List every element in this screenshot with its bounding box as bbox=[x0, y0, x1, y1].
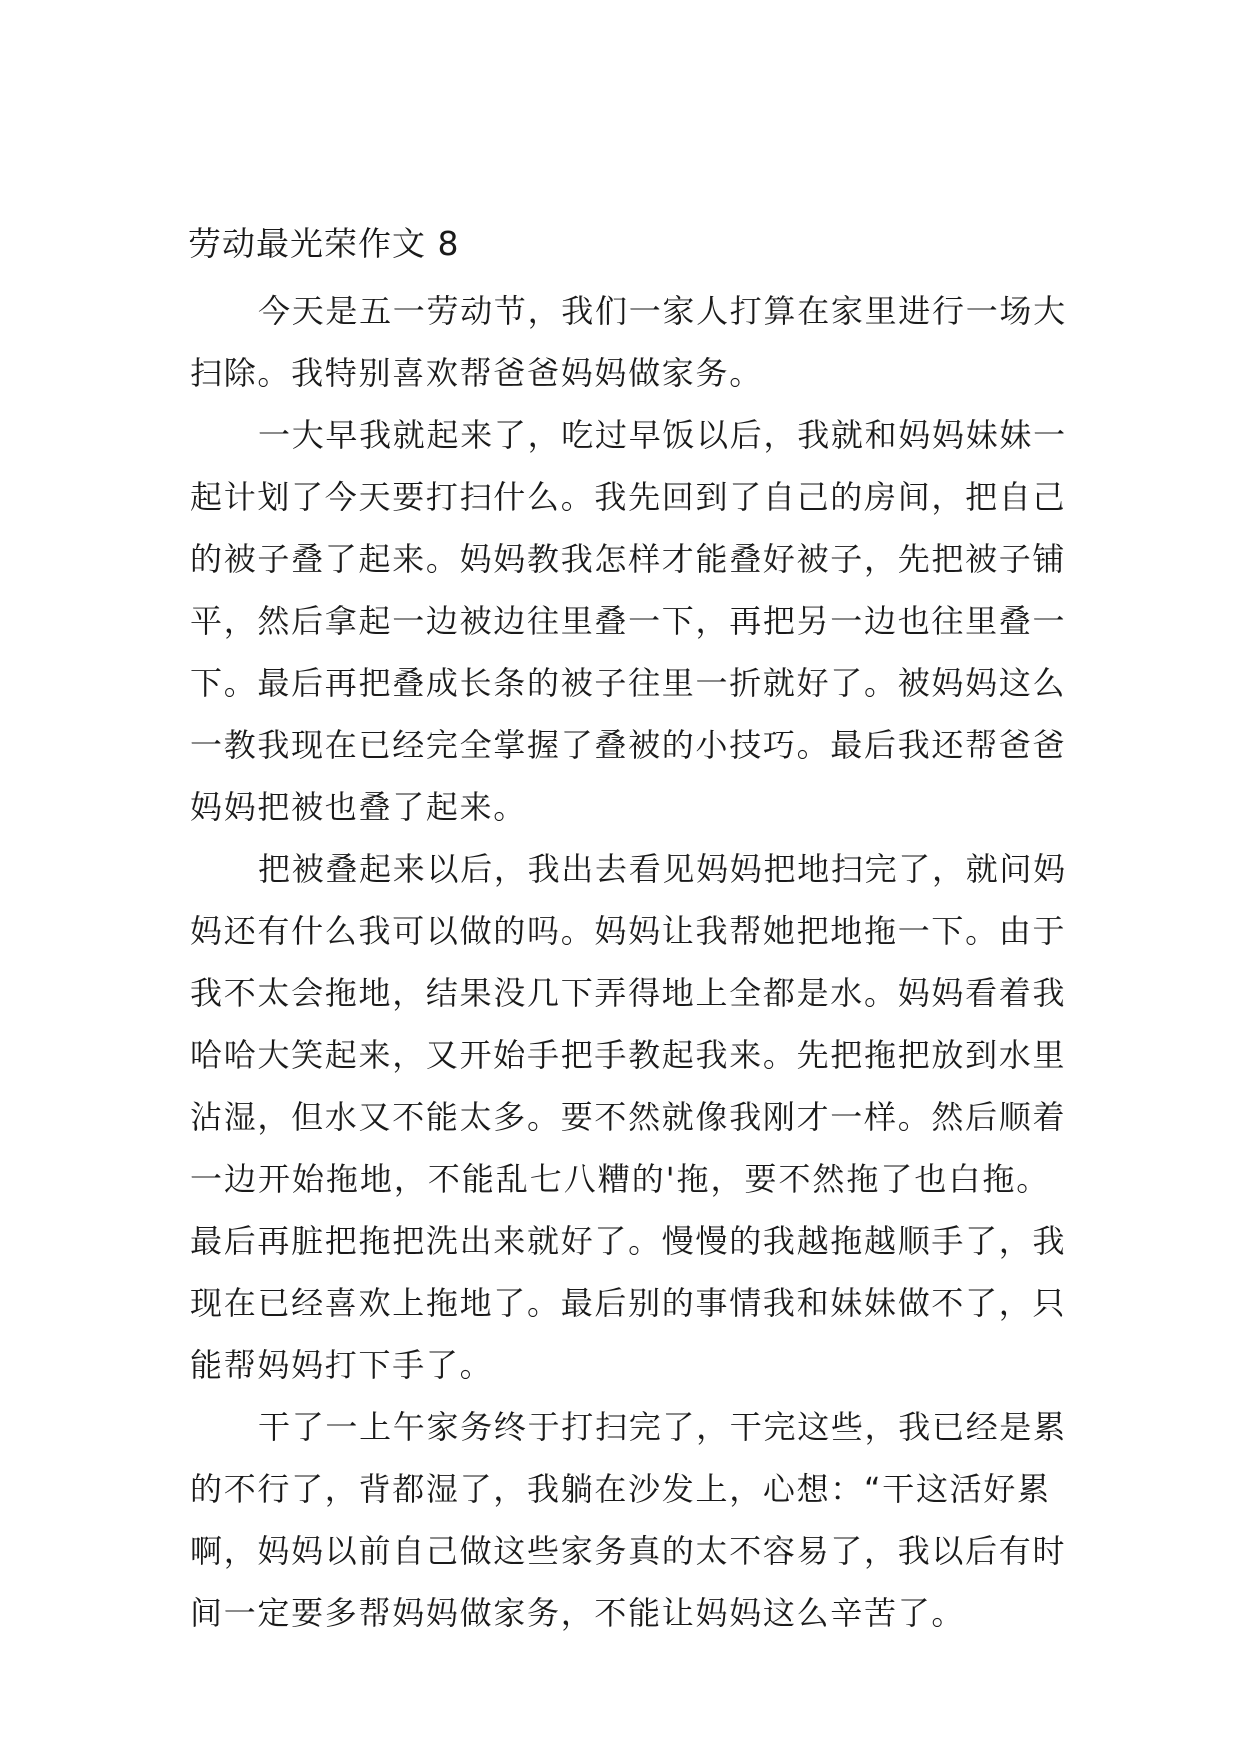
paragraph-line: 妈妈把被也叠了起来。 bbox=[190, 788, 528, 826]
paragraph-line: 今天是五一劳动节，我们一家人打算在家里进行一场大 bbox=[258, 292, 1067, 330]
paragraph-line: 下。最后再把叠成长条的被子往里一折就好了。被妈妈这么 bbox=[190, 664, 1067, 702]
paragraph-line: 一大早我就起来了，吃过早饭以后，我就和妈妈妹妹一 bbox=[258, 416, 1067, 454]
paragraph-line: 的不行了，背都湿了，我躺在沙发上，心想：“干这活好累 bbox=[190, 1470, 1051, 1508]
paragraph-line: 一教我现在已经完全掌握了叠被的小技巧。最后我还帮爸爸 bbox=[190, 726, 1067, 764]
paragraph-line: 起计划了今天要打扫什么。我先回到了自己的房间，把自己 bbox=[190, 478, 1067, 516]
paragraph-line: 哈哈大笑起来，又开始手把手教起我来。先把拖把放到水里 bbox=[190, 1036, 1067, 1074]
paragraph-line: 能帮妈妈打下手了。 bbox=[190, 1346, 494, 1384]
paragraph-line: 沾湿，但水又不能太多。要不然就像我刚才一样。然后顺着 bbox=[190, 1098, 1067, 1136]
paragraph-line: 妈还有什么我可以做的吗。妈妈让我帮她把地拖一下。由于 bbox=[190, 912, 1067, 950]
paragraph-line: 平，然后拿起一边被边往里叠一下，再把另一边也往里叠一 bbox=[190, 602, 1067, 640]
document-body bbox=[190, 280, 1067, 1644]
paragraph-line: 干了一上午家务终于打扫完了，干完这些，我已经是累 bbox=[258, 1408, 1067, 1446]
paragraph-line: 我不太会拖地，结果没几下弄得地上全都是水。妈妈看着我 bbox=[190, 974, 1067, 1012]
paragraph-4 bbox=[190, 1396, 1067, 1644]
paragraph-1 bbox=[190, 280, 1067, 404]
paragraph-line: 现在已经喜欢上拖地了。最后别的事情我和妹妹做不了，只 bbox=[190, 1284, 1067, 1322]
paragraph-line: 最后再脏把拖把洗出来就好了。慢慢的我越拖越顺手了，我 bbox=[190, 1222, 1067, 1260]
document-title: 劳动最光荣作文 8 bbox=[188, 224, 460, 263]
paragraph-3 bbox=[190, 838, 1067, 1396]
paragraph-line: 把被叠起来以后，我出去看见妈妈把地扫完了，就问妈 bbox=[258, 850, 1067, 888]
paragraph-line: 的被子叠了起来。妈妈教我怎样才能叠好被子，先把被子铺 bbox=[190, 540, 1067, 578]
paragraph-line: 间一定要多帮妈妈做家务，不能让妈妈这么辛苦了。 bbox=[190, 1594, 966, 1632]
paragraph-line: 扫除。我特别喜欢帮爸爸妈妈做家务。 bbox=[190, 354, 763, 392]
paragraph-line: 一边开始拖地，不能乱七八糟的'拖，要不然拖了也白拖。 bbox=[190, 1160, 1050, 1198]
paragraph-line: 啊，妈妈以前自己做这些家务真的太不容易了，我以后有时 bbox=[190, 1532, 1067, 1570]
paragraph-2 bbox=[190, 404, 1067, 838]
